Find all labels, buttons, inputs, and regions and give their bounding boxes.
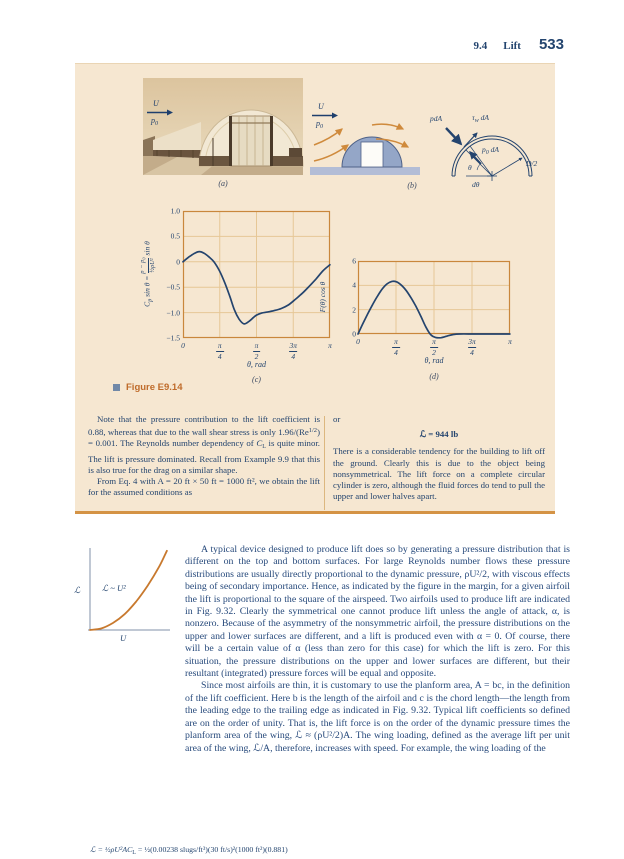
pressure-p0-label: $p_0$ [316, 119, 323, 130]
tau-w-dA-label: $\tau_w$ dA [472, 113, 489, 124]
chart-cp-sin-theta [183, 211, 330, 338]
velocity-U-label: U [153, 99, 159, 108]
body-text [185, 544, 570, 755]
or-text: or [333, 414, 341, 424]
chart-f-cos-theta [358, 261, 510, 334]
chart-c-x-axis-label: θ, rad [246, 360, 267, 369]
theta-label: θ [468, 163, 472, 172]
note-right-paragraph: There is a considerable tendency for the building to lift off the ground. Clearly this is due to the object being nonsymmetrical. The lift force on a complete circular cylinder is zero, although the fluid forces do tend to pull the upper and lower halves apart. [333, 446, 545, 502]
text-subscript: L [262, 444, 266, 451]
figure-caption-text: Figure E9.14 [126, 382, 183, 393]
pdA-label: pdA [430, 114, 443, 123]
chart-d-y-axis-label: F(θ) cos θ [318, 281, 327, 313]
note-paragraph-1 [88, 414, 320, 476]
text-segment: ) = 0.001. The Reynolds number dependency of [88, 427, 320, 449]
caption-square-icon [113, 384, 120, 391]
column-divider [324, 416, 325, 510]
freestream-label-photo [147, 100, 173, 127]
figure-caption [113, 382, 183, 393]
lift-result-equation: ℒ = 944 lb [419, 429, 459, 440]
velocity-U-label: U [318, 102, 324, 111]
pressure-p0-label: $p_0$ [151, 116, 158, 127]
dome-flow-diagram [310, 101, 420, 177]
chart-c-y-ticks: 1.0 0.5 0 −0.5 −1.0 −1.5 [166, 206, 180, 343]
margin-x-label: U [120, 633, 127, 643]
sublabel-d: (d) [429, 372, 439, 381]
chart-d-x-axis-label: θ, rad [424, 356, 444, 365]
running-head [473, 36, 564, 53]
section-number: 9.4 [473, 40, 488, 52]
text-superscript: 1/2 [308, 427, 318, 435]
cylinder-shell-diagram [430, 104, 550, 191]
hangar-photo [143, 78, 303, 175]
body-paragraph-1: A typical device designed to produce lift does so by generating a pressure distribution that is different on the top and bottom surfaces. For large Reynolds number flows these pressure distributions are usually directly proportional to the dynamic pressure, ρU²/2, with viscous effects being of secondary importance. Hence, as indicated by the figure in the margin, for a given airfoil the lift is proportional to the square of the airspeed. Two airfoils used to produce lift are indicated in Fig. 9.32. Clearly the symmetrical one cannot produce lift unless the angle of attack, α, is nonzero. Because of the asymmetry of the nonsymmetric airfoil, the pressure distributions on the upper and lower surfaces are different, and a lift is produced even with α = 0. Of course, there will be a certain value of α (less than zero for this case) for which the lift is zero. For this situation, the pressure distributions on the upper and lower surfaces are different, but their resultant (integrated) pressure forces will be equal and opposite. [185, 544, 570, 680]
chart-c-y-axis-label: $C_p$ sin θ = p − p₀ ½ρU² sin θ [139, 241, 156, 307]
section-title: Lift [503, 40, 521, 52]
flow-arrow-icon [312, 112, 338, 119]
dtheta-label: dθ [472, 180, 480, 189]
page-number: 533 [538, 36, 564, 53]
chart-d-y-ticks: 6 4 2 0 [352, 256, 356, 339]
margin-y-label: ℒ [74, 585, 81, 595]
lift-equation: ℒ = $\frac{1}{2}\rho U^2AC_L$ = ½(0.00238 slugs/ft³)(30 ft/s)²(1000 ft²)(0.881) [90, 845, 288, 856]
lift-speed-margin-figure [62, 542, 177, 647]
text-segment: is quite minor. The lift is pressure dominated. Recall from Example 9.9 that this is also true for the drag on a similar shape. [88, 438, 320, 475]
p0-dA-label: $p_0$ dA [482, 145, 499, 156]
text-segment: C [256, 438, 263, 449]
margin-curve-label: ℒ ~ U² [102, 583, 126, 593]
freestream-label-dome [312, 103, 338, 130]
sublabel-c: (c) [252, 375, 261, 384]
radius-D2-label: D/2 [526, 159, 538, 168]
note-paragraph-2 [88, 476, 320, 498]
text-segment: Note that the pressure contribution to the lift coefficient is 0.88, whereas that due to the wall shear stress is only 1.96/(Re [88, 414, 320, 438]
sublabel-b: (b) [407, 181, 417, 190]
note-right-column [333, 414, 545, 502]
example-figure-panel: U $p_0$ (a) U $p_0$ (b) pdA $\tau_w$ dA $p_0$ dA θ dθ D/2 1.0 0.5 0 −0.5 −1.0 −1.5 0 $\frac{\pi}{4}$ $\frac{\pi}{2}$ $\frac{3\pi}{4}$ π $C_p$ sin θ = p − p₀ ½ρU² sin θ θ, rad (c) 6 4 2 0 0 $\frac{\pi}{4}$ $\frac{\pi}{2}$ $\frac{3\pi}{4}$ π F(θ) cos θ θ, rad (d) Figure E9.14 Note that the pressure contribution to the lift coefficient is 0.88, whereas that due to the wall shear stress is only $1.96/(Re^{1/2}) = 0.001$. The Reynolds number dependency of $C_L$ is quite minor. The lift is pressure dominated. Recall from Example 9.9 that this is also true for the drag on a similar shape. From Eq. 4 with A = 20 ft × 50 ft = 1000 ft², we obtain the lift for the assumed conditions as ℒ = $\frac{1}{2}\rho U^2AC_L$ = ½(0.00238 slugs/ft³)(30 ft/s)²(1000 ft²)(0.881) or ℒ = 944 lb There is a considerable tendency for the building to lift off the ground. Clearly this is due to the object being nonsymmetrical. The lift force on a complete circular cylinder is zero, although the fluid forces do tend to pull the upper and lower halves apart. [75, 63, 555, 514]
body-paragraph-2: Since most airfoils are thin, it is customary to use the planform area, A = bc, in the definition of the lift coefficient. Here b is the length of the airfoil and c is the chord length—the length from the leading edge to the trailing edge as indicated in Fig. 9.32. Typical lift coefficients so defined are on the order of unity. That is, the lift force is on the order of the dynamic pressure times the planform area of the wing, ℒ ≈ (ρU²/2)A. The wing loading, defined as the average lift per unit area of the wing, ℒ/A, therefore, increases with speed. For example, the wing loading of the [185, 680, 570, 754]
text-segment: From Eq. 4 with A = 20 ft × 50 ft = 1000 ft², we obtain the lift for the assumed conditions as [88, 476, 320, 498]
flow-arrow-icon [147, 109, 173, 116]
sublabel-a: (a) [218, 179, 228, 188]
